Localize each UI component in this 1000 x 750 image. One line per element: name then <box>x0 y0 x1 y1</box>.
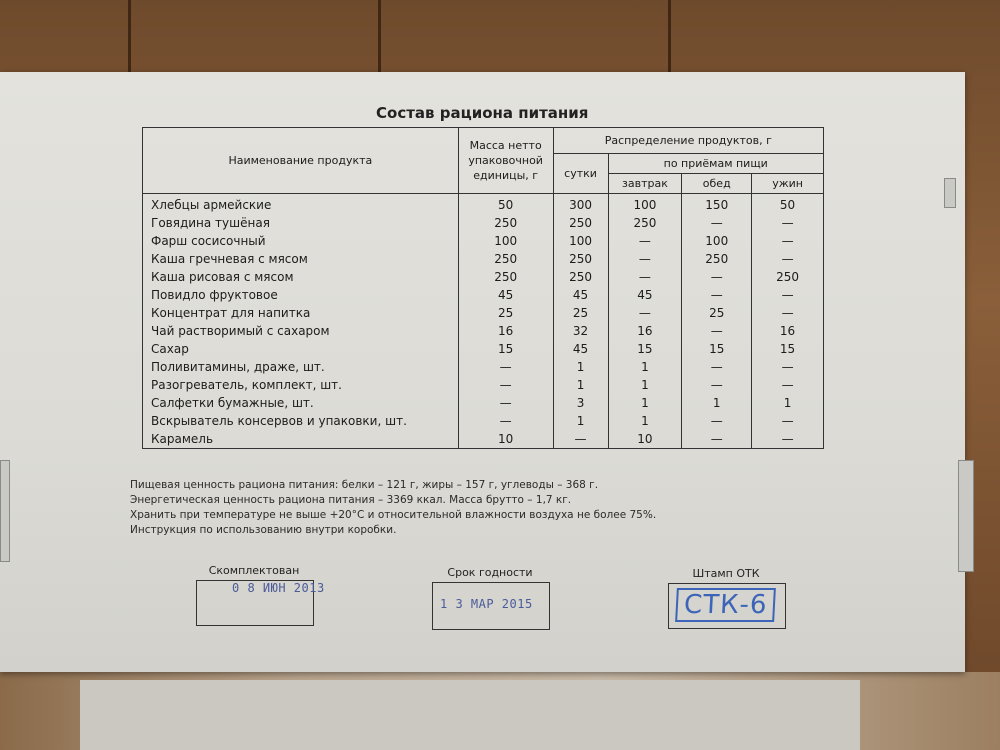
value-cell: 15 <box>608 340 682 358</box>
value-cell: 10 <box>458 430 553 449</box>
product-name-cell: Фарш сосисочный <box>143 232 459 250</box>
assembled-date-stamp: 0 8 ИЮН 2013 <box>232 581 325 595</box>
value-cell: 16 <box>752 322 824 340</box>
wood-plank-seam <box>128 0 131 75</box>
nutrition-notes <box>130 478 656 538</box>
value-cell: 3 <box>553 394 608 412</box>
value-cell: 100 <box>553 232 608 250</box>
value-cell: — <box>458 394 553 412</box>
value-cell: — <box>752 376 824 394</box>
value-cell: — <box>682 268 752 286</box>
header-day: сутки <box>553 154 608 194</box>
value-cell: 100 <box>458 232 553 250</box>
value-cell: — <box>752 214 824 232</box>
note-line: Энергетическая ценность рациона питания – 3369 ккал. Масса брутто – 1,7 кг. <box>130 494 572 506</box>
table-row <box>143 322 824 340</box>
header-lunch: обед <box>682 174 752 194</box>
header-distribution: Распределение продуктов, г <box>553 128 823 154</box>
product-name-cell: Сахар <box>143 340 459 358</box>
table-row <box>143 214 824 232</box>
value-cell: 250 <box>682 250 752 268</box>
value-cell: — <box>682 214 752 232</box>
value-cell: 250 <box>458 268 553 286</box>
table-row <box>143 286 824 304</box>
value-cell: 250 <box>752 268 824 286</box>
value-cell: — <box>682 430 752 449</box>
note-line: Пищевая ценность рациона питания: белки – 121 г, жиры – 157 г, углеводы – 368 г. <box>130 479 599 491</box>
value-cell: 16 <box>458 322 553 340</box>
value-cell: — <box>752 232 824 250</box>
value-cell: 250 <box>553 250 608 268</box>
value-cell: 45 <box>608 286 682 304</box>
product-name-cell: Чай растворимый с сахаром <box>143 322 459 340</box>
value-cell: 1 <box>608 358 682 376</box>
value-cell: — <box>682 286 752 304</box>
value-cell: — <box>752 304 824 322</box>
product-name-cell: Каша гречневая с мясом <box>143 250 459 268</box>
value-cell: 1 <box>752 394 824 412</box>
value-cell: — <box>752 430 824 449</box>
value-cell: 100 <box>608 194 682 215</box>
wood-plank-seam <box>378 0 381 75</box>
value-cell: — <box>608 232 682 250</box>
value-cell: 15 <box>458 340 553 358</box>
page-title: Состав рациона питания <box>376 104 589 122</box>
expiry-label: Срок годности <box>447 566 533 579</box>
product-name-cell: Карамель <box>143 430 459 449</box>
assembled-label: Скомплектован <box>208 564 300 577</box>
value-cell: — <box>752 358 824 376</box>
product-name-cell: Разогреватель, комплект, шт. <box>143 376 459 394</box>
otk-label: Штамп ОТК <box>692 567 760 580</box>
value-cell: 1 <box>553 358 608 376</box>
value-cell: — <box>682 412 752 430</box>
value-cell: 250 <box>458 214 553 232</box>
value-cell: 1 <box>553 412 608 430</box>
table-row <box>143 340 824 358</box>
box-clip-right <box>958 460 974 572</box>
table-row <box>143 358 824 376</box>
value-cell: 16 <box>608 322 682 340</box>
value-cell: 45 <box>553 286 608 304</box>
table-row <box>143 304 824 322</box>
product-name-cell: Каша рисовая с мясом <box>143 268 459 286</box>
value-cell: — <box>458 376 553 394</box>
value-cell: 1 <box>553 376 608 394</box>
product-name-cell: Хлебцы армейские <box>143 194 459 215</box>
value-cell: 15 <box>752 340 824 358</box>
value-cell: — <box>608 304 682 322</box>
value-cell: — <box>752 412 824 430</box>
expiry-date-stamp: 1 3 МАР 2015 <box>440 597 533 611</box>
value-cell: 300 <box>553 194 608 215</box>
wood-plank-seam <box>668 0 671 75</box>
value-cell: 250 <box>553 214 608 232</box>
value-cell: 50 <box>752 194 824 215</box>
value-cell: 1 <box>682 394 752 412</box>
note-line: Инструкция по использованию внутри коробки. <box>130 524 397 536</box>
value-cell: 45 <box>553 340 608 358</box>
value-cell: — <box>608 268 682 286</box>
value-cell: — <box>458 358 553 376</box>
box-underside <box>80 680 860 750</box>
note-line: Хранить при температуре не выше +20°С и относительной влажности воздуха не более 75%. <box>130 509 657 521</box>
value-cell: 25 <box>682 304 752 322</box>
value-cell: — <box>458 412 553 430</box>
value-cell: — <box>608 250 682 268</box>
header-breakfast: завтрак <box>608 174 682 194</box>
product-name-cell: Говядина тушёная <box>143 214 459 232</box>
table-row <box>143 376 824 394</box>
value-cell: 25 <box>553 304 608 322</box>
value-cell: 150 <box>682 194 752 215</box>
value-cell: 15 <box>682 340 752 358</box>
table-row <box>143 232 824 250</box>
value-cell: 32 <box>553 322 608 340</box>
box-clip-right-top <box>944 178 956 208</box>
value-cell: 10 <box>608 430 682 449</box>
value-cell: 50 <box>458 194 553 215</box>
value-cell: 45 <box>458 286 553 304</box>
otk-stamp: СТК-6 <box>675 588 776 622</box>
table-row <box>143 430 824 449</box>
table-row <box>143 268 824 286</box>
header-product-name: Наименование продукта <box>143 128 459 194</box>
product-name-cell: Поливитамины, драже, шт. <box>143 358 459 376</box>
ration-table <box>142 127 824 449</box>
value-cell: 250 <box>553 268 608 286</box>
value-cell: — <box>682 376 752 394</box>
table-row <box>143 394 824 412</box>
product-name-cell: Повидло фруктовое <box>143 286 459 304</box>
value-cell: — <box>682 358 752 376</box>
value-cell: — <box>752 286 824 304</box>
table-row <box>143 250 824 268</box>
value-cell: 100 <box>682 232 752 250</box>
value-cell: — <box>682 322 752 340</box>
value-cell: — <box>553 430 608 449</box>
table-row <box>143 194 824 215</box>
product-name-cell: Вскрыватель консервов и упаковки, шт. <box>143 412 459 430</box>
header-dinner: ужин <box>752 174 824 194</box>
table-row <box>143 412 824 430</box>
header-by-meals: по приёмам пищи <box>608 154 824 174</box>
product-name-cell: Салфетки бумажные, шт. <box>143 394 459 412</box>
product-name-cell: Концентрат для напитка <box>143 304 459 322</box>
value-cell: 1 <box>608 376 682 394</box>
value-cell: 25 <box>458 304 553 322</box>
value-cell: 250 <box>608 214 682 232</box>
box-clip-left <box>0 460 10 562</box>
value-cell: — <box>752 250 824 268</box>
header-net-mass: Масса нетто упаковочной единицы, г <box>458 128 553 194</box>
value-cell: 1 <box>608 412 682 430</box>
value-cell: 1 <box>608 394 682 412</box>
value-cell: 250 <box>458 250 553 268</box>
